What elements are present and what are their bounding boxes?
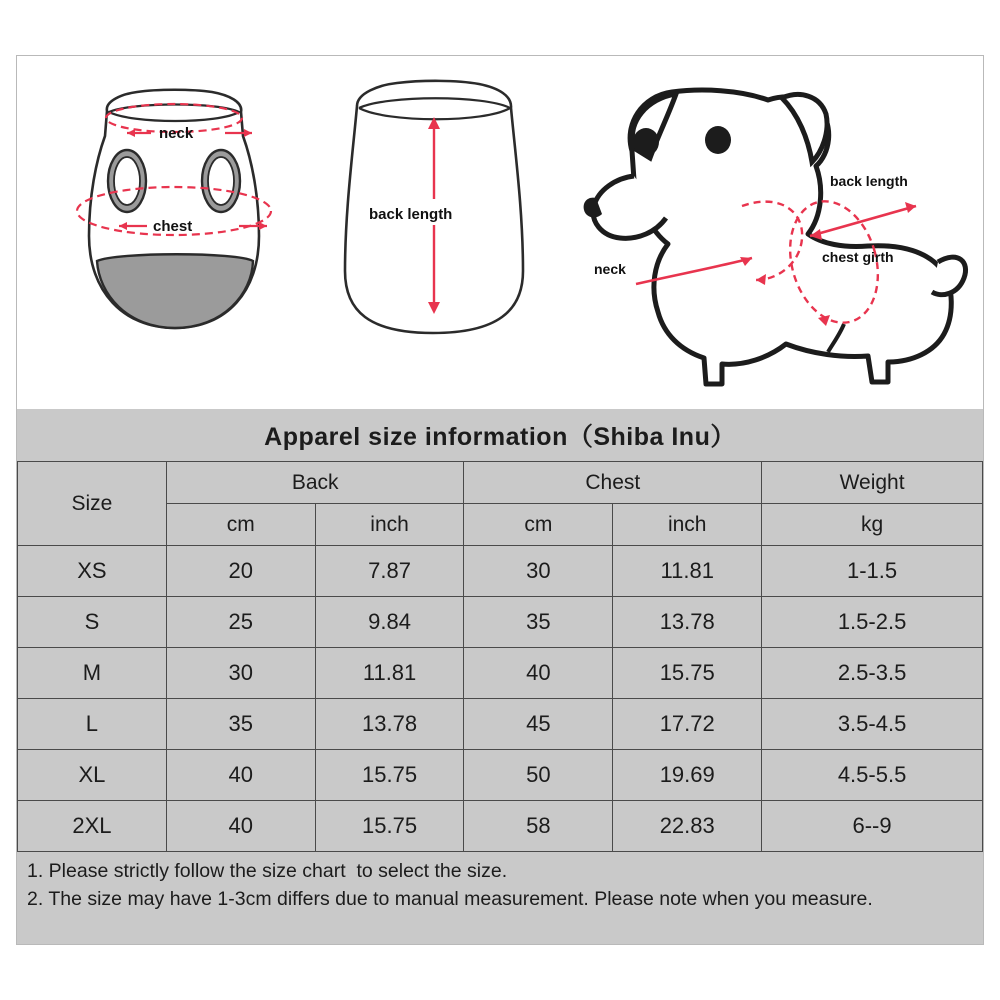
table-row (18, 801, 983, 852)
cell-back-inch: 13.78 (315, 699, 464, 750)
label-chest: chest (153, 218, 193, 235)
cell-chest-inch: 22.83 (613, 801, 762, 852)
size-table-section (17, 409, 983, 944)
label-dog-back-length: back length (830, 173, 908, 189)
label-chest-girth: chest girth (822, 249, 894, 265)
header-chest-inch: inch (613, 504, 762, 546)
cell-chest-cm: 30 (464, 546, 613, 597)
cell-size: S (18, 597, 167, 648)
illustration-band (17, 56, 983, 409)
header-weight-kg: kg (762, 504, 983, 546)
garment-front-view-svg (47, 76, 297, 366)
cell-chest-inch: 17.72 (613, 699, 762, 750)
table-title: Apparel size information（Shiba Inu） (18, 409, 983, 462)
header-chest: Chest (464, 462, 762, 504)
table-row (18, 750, 983, 801)
cell-chest-cm: 50 (464, 750, 613, 801)
cell-chest-cm: 35 (464, 597, 613, 648)
label-dog-neck: neck (594, 261, 626, 277)
cell-chest-inch: 13.78 (613, 597, 762, 648)
table-row (18, 648, 983, 699)
cell-size: L (18, 699, 167, 750)
cell-chest-cm: 58 (464, 801, 613, 852)
cell-back-cm: 40 (166, 801, 315, 852)
dog-measurement-diagram (572, 66, 972, 396)
size-chart-card (16, 55, 984, 945)
garment-back-view (317, 71, 547, 371)
cell-back-cm: 25 (166, 597, 315, 648)
cell-weight: 6--9 (762, 801, 983, 852)
cell-back-cm: 40 (166, 750, 315, 801)
cell-back-inch: 9.84 (315, 597, 464, 648)
cell-weight: 1.5-2.5 (762, 597, 983, 648)
cell-size: XL (18, 750, 167, 801)
garment-back-view-svg (317, 71, 547, 371)
header-back-cm: cm (166, 504, 315, 546)
cell-chest-cm: 40 (464, 648, 613, 699)
note-line-1: 1. Please strictly follow the size chart to select the size. (27, 860, 508, 882)
table-group-header-row (18, 462, 983, 504)
table-row (18, 597, 983, 648)
cell-back-cm: 20 (166, 546, 315, 597)
cell-back-cm: 35 (166, 699, 315, 750)
cell-back-inch: 11.81 (315, 648, 464, 699)
table-row (18, 546, 983, 597)
cell-size: M (18, 648, 167, 699)
cell-back-inch: 15.75 (315, 801, 464, 852)
cell-weight: 4.5-5.5 (762, 750, 983, 801)
cell-back-cm: 30 (166, 648, 315, 699)
table-title-row (18, 409, 983, 462)
cell-size: XS (18, 546, 167, 597)
cell-chest-inch: 11.81 (613, 546, 762, 597)
header-chest-cm: cm (464, 504, 613, 546)
size-table (17, 409, 983, 852)
cell-weight: 2.5-3.5 (762, 648, 983, 699)
header-weight: Weight (762, 462, 983, 504)
label-neck: neck (159, 125, 194, 142)
header-back-inch: inch (315, 504, 464, 546)
cell-weight: 3.5-4.5 (762, 699, 983, 750)
cell-chest-inch: 19.69 (613, 750, 762, 801)
label-back-length: back length (369, 206, 453, 223)
cell-back-inch: 15.75 (315, 750, 464, 801)
cell-chest-inch: 15.75 (613, 648, 762, 699)
header-size: Size (18, 462, 167, 546)
dog-diagram-svg (572, 66, 972, 396)
cell-chest-cm: 45 (464, 699, 613, 750)
cell-weight: 1-1.5 (762, 546, 983, 597)
cell-back-inch: 7.87 (315, 546, 464, 597)
cell-size: 2XL (18, 801, 167, 852)
note-line-2: 2. The size may have 1-3cm differs due to manual measurement. Please note when you measure. (27, 887, 873, 910)
notes-block (17, 852, 983, 913)
garment-front-view (47, 76, 297, 366)
header-back: Back (166, 462, 464, 504)
table-row (18, 699, 983, 750)
